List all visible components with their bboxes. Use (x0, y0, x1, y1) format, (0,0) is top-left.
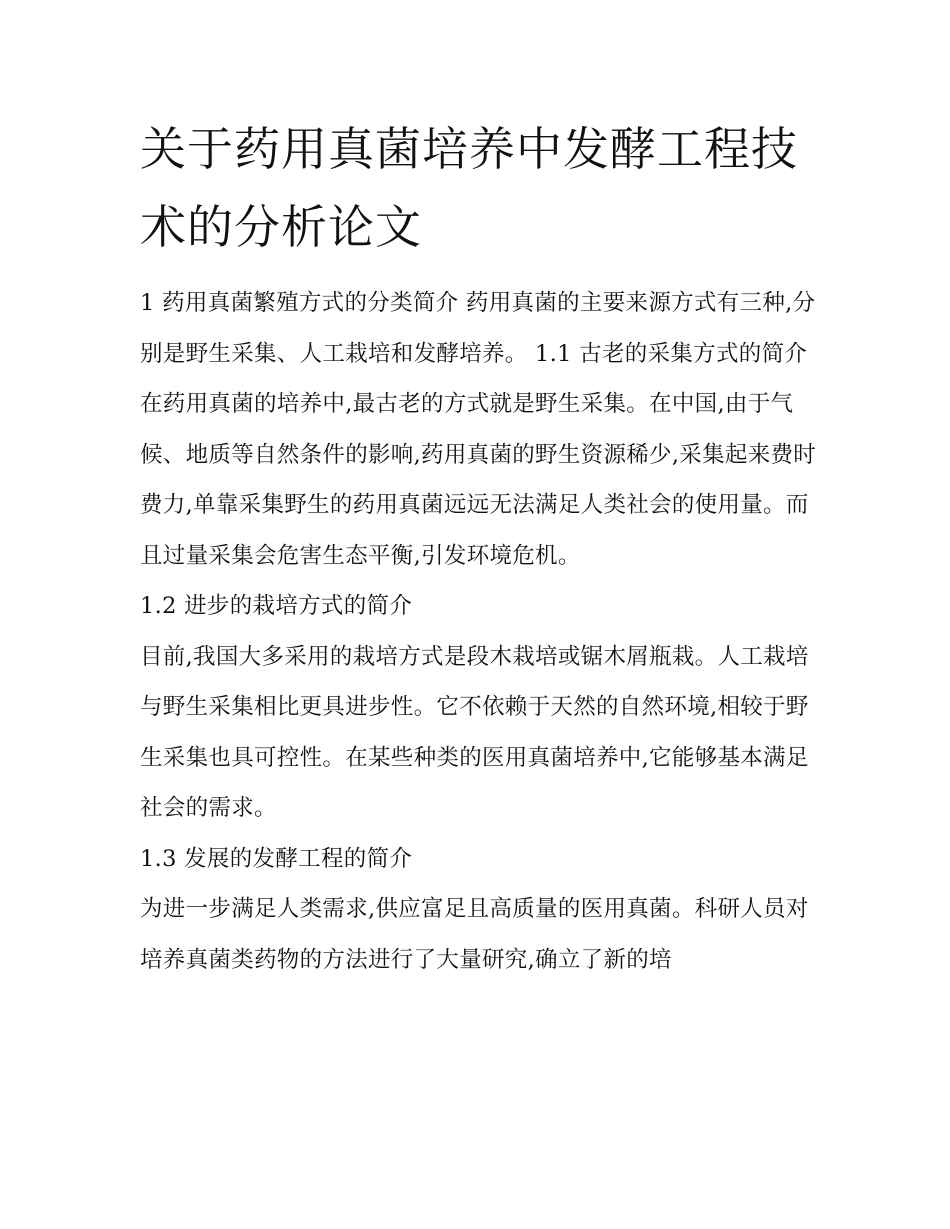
heading-section-1-3: 1.3 发展的发酵工程的简介 (140, 845, 413, 872)
paragraph-fermentation: 为进一步满足人类需求,供应富足且高质量的医用真菌。科研人员对培养真菌类药物的方法进行了大量研究,确立了新的培 (140, 896, 809, 973)
document-page (140, 110, 820, 985)
heading-section-1-2: 1.2 进步的栽培方式的简介 (140, 593, 413, 619)
paragraph-intro: 1 药用真菌繁殖方式的分类简介 药用真菌的主要来源方式有三种,分别是野生采集、人工栽培和发酵培养。 1.1 古老的采集方式的简介 (140, 290, 816, 367)
paragraph-wild-collection: 在药用真菌的培养中,最古老的方式就是野生采集。在中国,由于气候、地质等自然条件的影响,药用真菌的野生资源稀少,采集起来费时费力,单靠采集野生的药用真菌远远无法满足人类社会的使用量。而且过量采集会危害生态平衡,引发环境危机。 (140, 391, 817, 569)
paragraph-cultivation: 目前,我国大多采用的栽培方式是段木栽培或锯木屑瓶栽。人工栽培与野生采集相比更具进步性。它不依赖于天然的自然环境,相较于野生采集也具可控性。在某些种类的医用真菌培养中,它能够基本满足社会的需求。 (140, 643, 809, 821)
document-title: 关于药用真菌培养中发酵工程技术的分析论文 (140, 122, 798, 254)
